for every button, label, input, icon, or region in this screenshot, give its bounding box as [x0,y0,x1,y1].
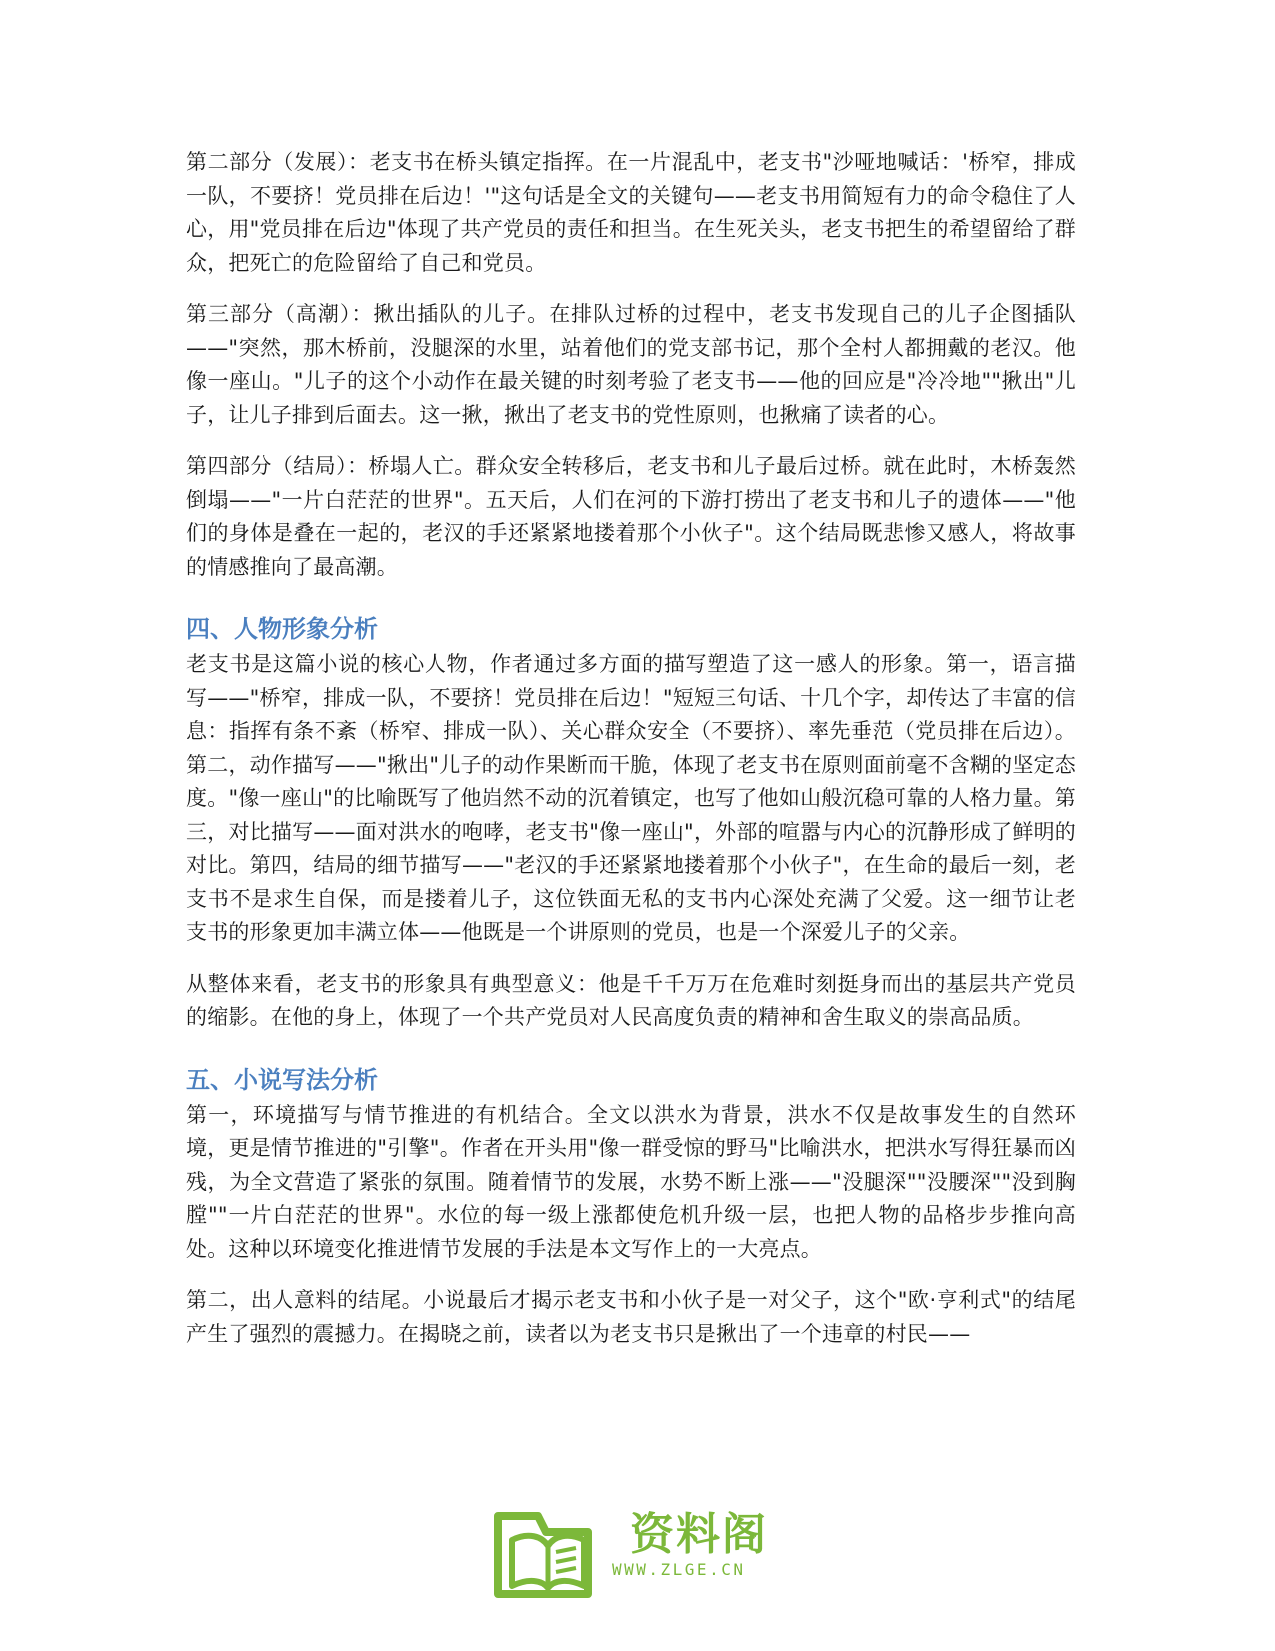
site-logo [492,1494,792,1604]
open-book-folder-icon [492,1494,604,1604]
paragraph-part-two: 第二部分（发展）：老支书在桥头镇定指挥。在一片混乱中，老支书"沙哑地喊话：'桥窄，排成一队，不要挤！党员排在后边！'"这句话是全文的关键句——老支书用简短有力的命令稳住了人心，用"党员排在后边"体现了共产党员的责任和担当。在生死关头，老支书把生的希望留给了群众，把死亡的危险留给了自己和党员。 [186,150,1076,275]
paragraph-writing-one: 第一，环境描写与情节推进的有机结合。全文以洪水为背景，洪水不仅是故事发生的自然环境，更是情节推进的"引擎"。作者在开头用"像一群受惊的野马"比喻洪水，把洪水写得狂暴而凶残，为全文营造了紧张的氛围。随着情节的发展，水势不断上涨——"没腿深""没腰深""没到胸膛""一片白茫茫的世界"。水位的每一级上涨都使危机升级一层，也把人物的品格步步推向高处。这种以环境变化推进情节发展的手法是本文写作上的一大亮点。 [186,1102,1076,1261]
logo-name: 资料阁 [630,1509,768,1560]
logo-url: WWW.ZLGE.CN [612,1560,746,1579]
paragraph-writing-two: 第二，出人意料的结尾。小说最后才揭示老支书和小伙子是一对父子，这个"欧·亨利式"的结尾产生了强烈的震撼力。在揭晓之前，读者以为老支书只是揪出了一个违章的村民—— [186,1288,1076,1346]
paragraph-part-four: 第四部分（结局）：桥塌人亡。群众安全转移后，老支书和儿子最后过桥。就在此时，木桥轰然倒塌——"一片白茫茫的世界"。五天后，人们在河的下游打捞出了老支书和儿子的遗体——"他们的身体是叠在一起的，老汉的手还紧紧地搂着那个小伙子"。这个结局既悲惨又感人，将故事的情感推向了最高潮。 [186,454,1076,579]
paragraph-character-two: 从整体来看，老支书的形象具有典型意义：他是千千万万在危难时刻挺身而出的基层共产党员的缩影。在他的身上，体现了一个共产党员对人民高度负责的精神和舍生取义的崇高品质。 [186,971,1076,1029]
document-body [186,146,1076,1369]
paragraph-part-three: 第三部分（高潮）：揪出插队的儿子。在排队过桥的过程中，老支书发现自己的儿子企图插队——"突然，那木桥前，没腿深的水里，站着他们的党支部书记，那个全村人都拥戴的老汉。他像一座山。"儿子的这个小动作在最关键的时刻考验了老支书——他的回应是"冷冷地""揪出"儿子，让儿子排到后面去。这一揪，揪出了老支书的党性原则，也揪痛了读者的心。 [186,302,1076,427]
paragraph-character-one: 老支书是这篇小说的核心人物，作者通过多方面的描写塑造了这一感人的形象。第一，语言描写——"桥窄，排成一队，不要挤！党员排在后边！"短短三句话、十几个字，却传达了丰富的信息：指挥有条不紊（桥窄、排成一队）、关心群众安全（不要挤）、率先垂范（党员排在后边）。第二，动作描写——"揪出"儿子的动作果断而干脆，体现了老支书在原则面前毫不含糊的坚定态度。"像一座山"的比喻既写了他岿然不动的沉着镇定，也写了他如山般沉稳可靠的人格力量。第三，对比描写——面对洪水的咆哮，老支书"像一座山"，外部的喧嚣与内心的沉静形成了鲜明的对比。第四，结局的细节描写——"老汉的手还紧紧地搂着那个小伙子"，在生命的最后一刻，老支书不是求生自保，而是搂着儿子，这位铁面无私的支书内心深处充满了父爱。这一细节让老支书的形象更加丰满立体——他既是一个讲原则的党员，也是一个深爱儿子的父亲。 [186,652,1076,944]
heading-writing-analysis: 五、小说写法分析 [186,1065,378,1094]
heading-character-analysis: 四、人物形象分析 [186,615,378,643]
